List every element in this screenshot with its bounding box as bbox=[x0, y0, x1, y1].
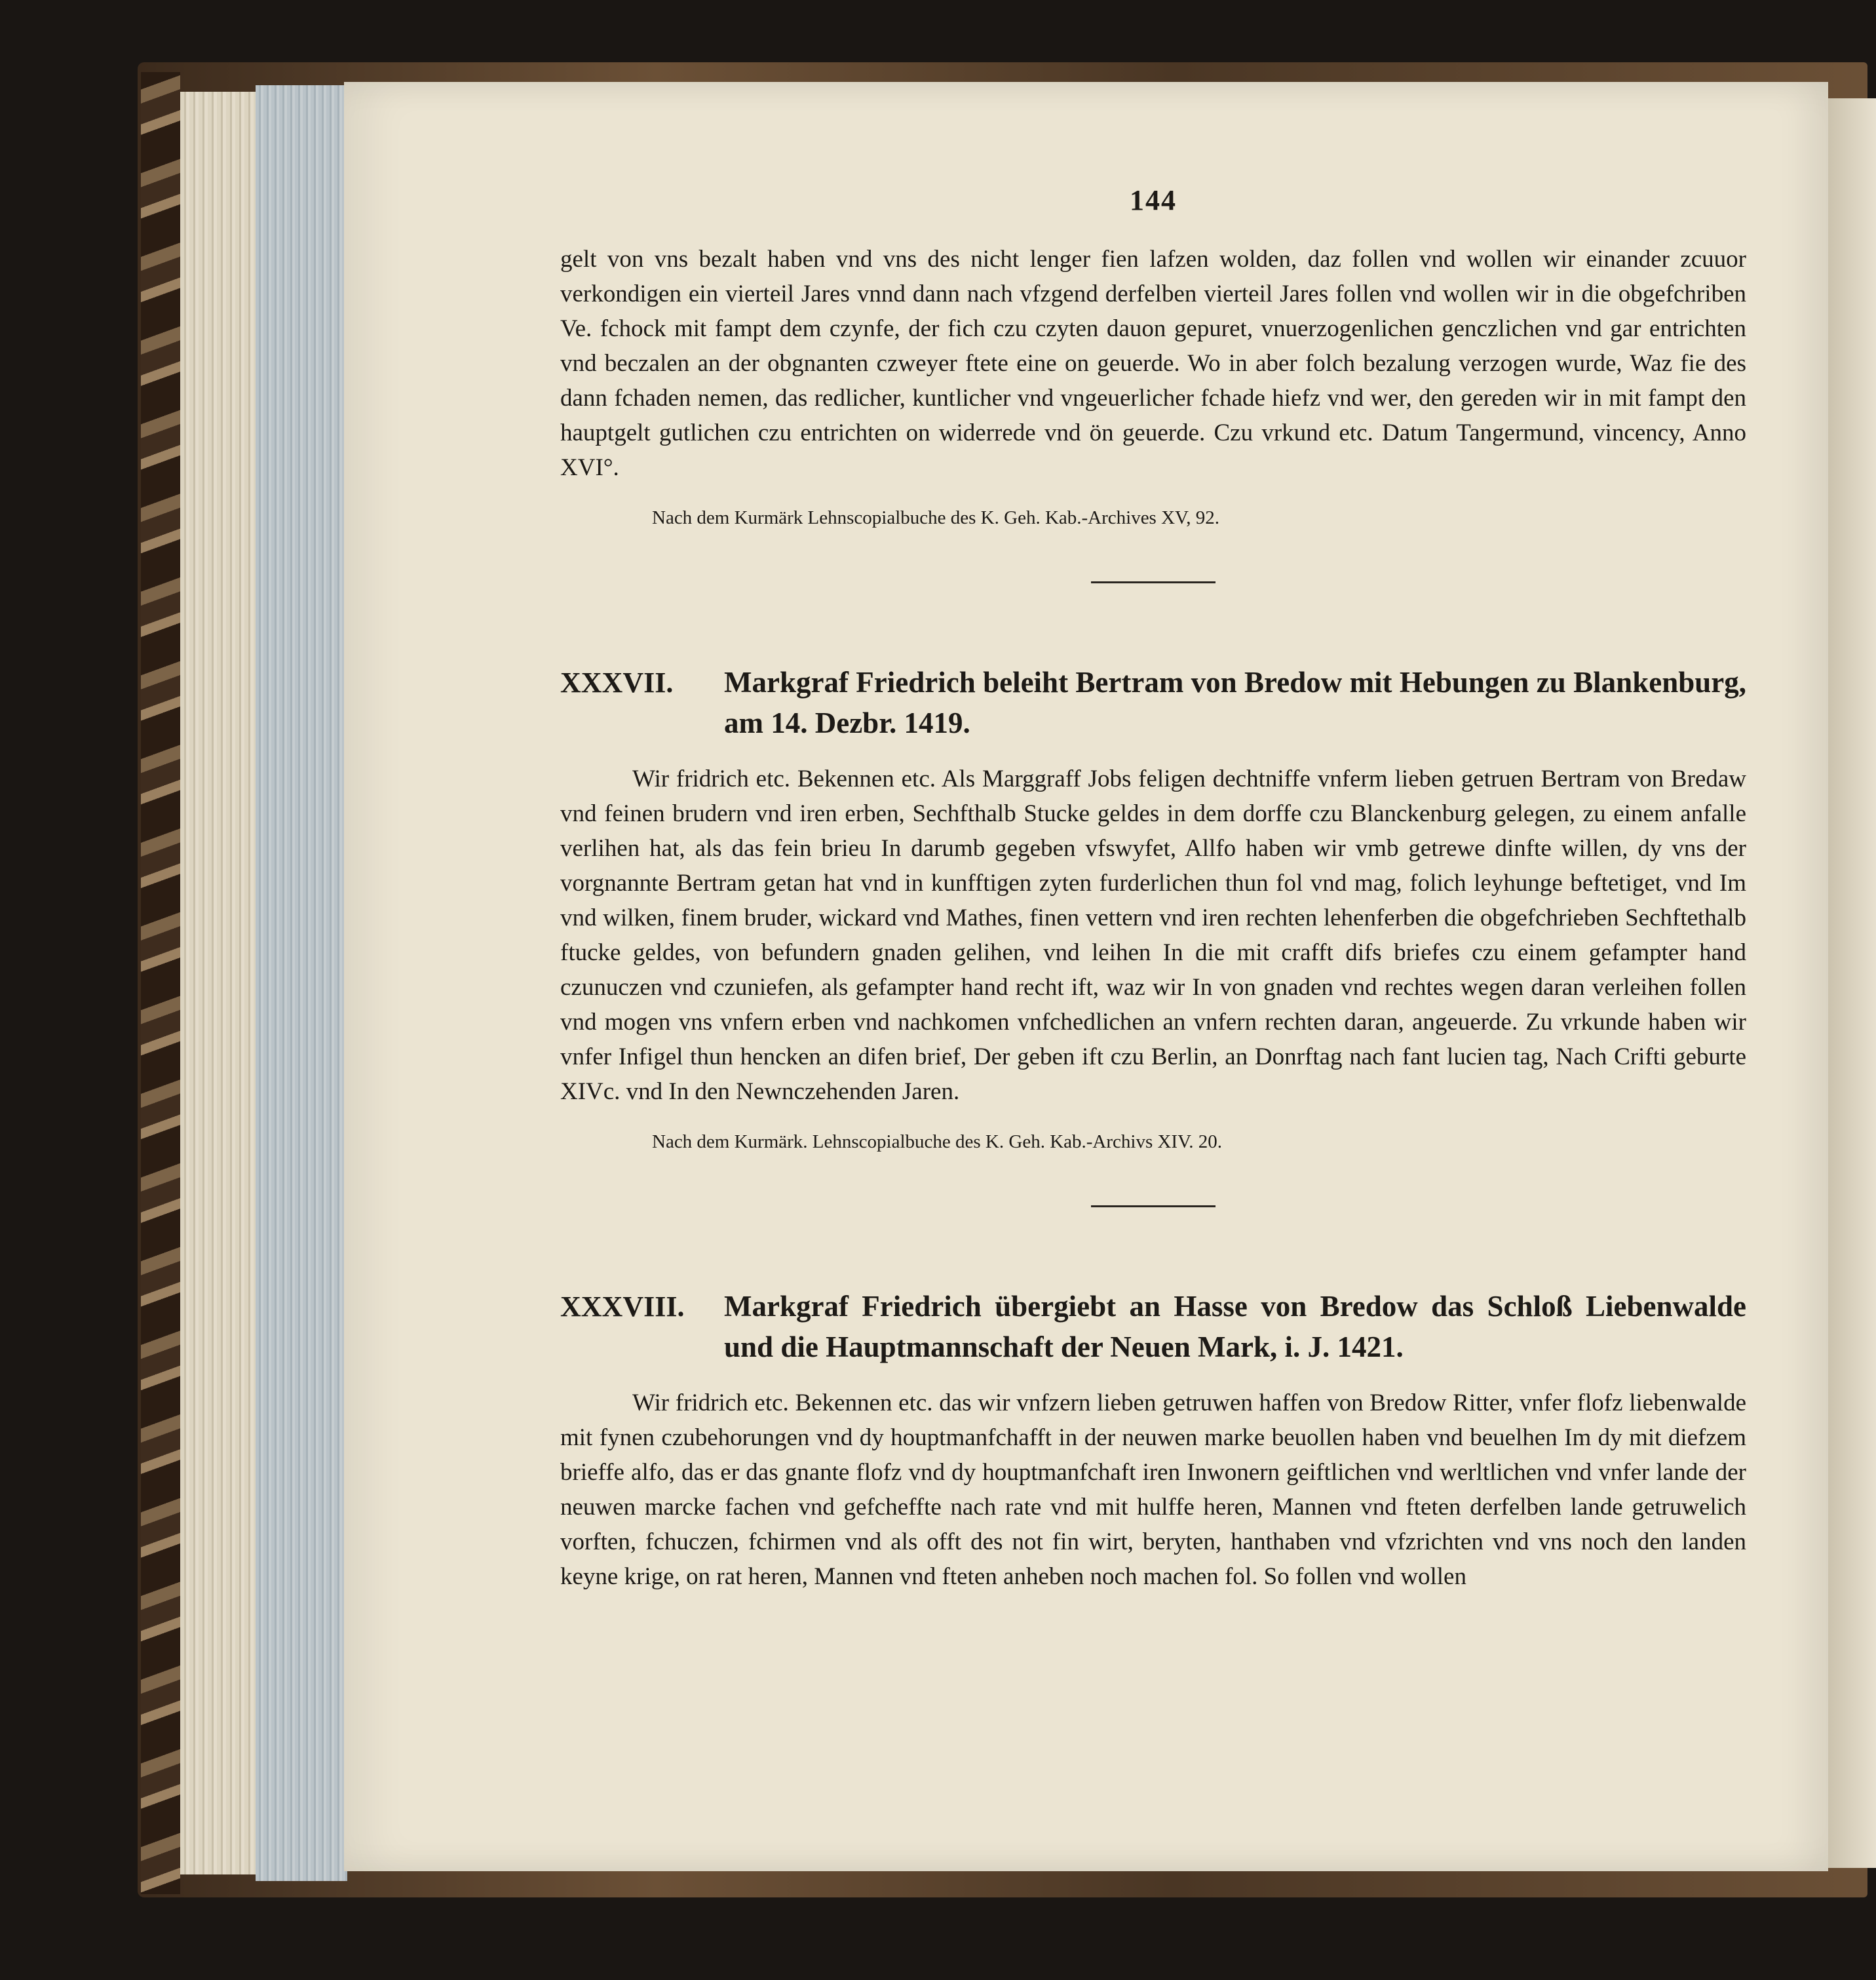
document-text-37: Wir fridrich etc. Bekennen etc. Als Marggraff Jobs feligen dechtniffe vnferm lieben getruen Bertram von Bredaw vnd feinen brudern vnd iren erben, Sechfthalb Stucke geldes in dem dorffe czu Blanckenburg gelegen, zu einem anfalle verlihen hat, als das fein brieu In darumb gegeben vfswyfet, Allfo haben wir vmb getrewe dinfte willen, dy vns der vorgnannte Bertram getan hat vnd in kunfftigen zyten furderlichen thun fol vnd mag, folich leyhunge beftetiget, vnd Im vnd wilken, finem bruder, wickard vnd Mathes, finen vettern vnd iren rechten lehenferben die obgefchrieben Sechftethalb ftucke geldes, von befundern gnaden gelihen, vnd leihen In die mit crafft difs briefes czu einem gefampter hand czunuczen vnd czuniefen, als gefampter hand recht ift, waz wir In von gnaden vnd rechtes wegen daran verleihen follen vnd mogen vns vnfern erben vnd nachkomen vnfchedlichen an vnfern rechten daran, angeuerde. Zu vrkunde haben wir vnfer Infigel thun hencken an difen brief, Der geben ift czu Berlin, an Donrftag nach fant lucien tag, Nach Crifti geburte XIVc. vnd In den Newnczehenden Jaren. bbox=[560, 766, 1746, 1105]
page-content bbox=[560, 184, 1746, 1594]
document-number-37: XXXVII. bbox=[560, 667, 674, 699]
book-page bbox=[344, 82, 1828, 1871]
facing-page-edge bbox=[1828, 98, 1876, 1868]
document-number-38: XXXVIII. bbox=[560, 1291, 685, 1323]
continuation-source: Nach dem Kurmärk Lehnscopialbuche des K. Geh. Kab.-Archives XV, 92. bbox=[652, 507, 1219, 528]
section-divider bbox=[1091, 581, 1216, 583]
continuation-text: gelt von vns bezalt haben vnd vns des nicht lenger fien lafzen wolden, daz follen vnd wollen wir einander zcuuor verkondigen ein vierteil Jares vnnd dann nach vfzgend derfelben vierteil Jares follen vnd wollen wir in die obgefchriben Ve. fchock mit fampt dem czynfe, der fich czu czyten dauon gepuret, vnuerzogenlichen genczlichen vnd gar entrichten vnd beczalen an der obgnanten czweyer ftete eine on geuerde. Wo in aber folch bezalung verzogen wurde, Waz fie des dann fchaden nemen, das redlicher, kuntlicher vnd vngeuerlicher fchade hiefz vnd wer, den gereden wir in mit fampt den hauptgelt gutlichen czu entrichten on widerrede vnd ön geuerde. Czu vrkund etc. Datum Tangermund, vincency, Anno XVI°. bbox=[560, 246, 1746, 481]
document-title-38: Markgraf Friedrich übergiebt an Hasse von Bredow das Schloß Liebenwalde und die Hauptmannschaft der Neuen Mark, i. J. 1421. bbox=[724, 1290, 1746, 1363]
section-divider bbox=[1091, 1205, 1216, 1207]
document-heading-37 bbox=[560, 662, 1746, 743]
document-heading-38 bbox=[560, 1286, 1746, 1367]
page-number: 144 bbox=[1130, 184, 1177, 216]
tinted-page-edges bbox=[256, 85, 347, 1881]
document-title-37: Markgraf Friedrich beleiht Bertram von Bredow mit Hebungen zu Blankenburg, am 14. Dezbr. 1419. bbox=[724, 666, 1746, 739]
marbled-board bbox=[141, 72, 180, 1894]
document-text-38: Wir fridrich etc. Bekennen etc. das wir vnfzern lieben getruwen haffen von Bredow Ritter, vnfer flofz liebenwalde mit fynen czubehorungen vnd dy houptmanfchafft in der neuwen marke beuollen haben vnd beuelhen Im dy mit diefzem brieffe alfo, das er das gnante flofz vnd dy houptmanfchaft iren Inwonern geiftlichen vnd werltlichen vnd vnfer lande der neuwen marcke fachen vnd gefcheffte nach rate vnd mit hulffe heren, Mannen vnd fteten derfelben lande getruwelich vorften, fchuczen, fchirmen vnd als offt des not fin wirt, beryten, hanthaben vnd vfzrichten vnd vns noch den landen keyne krige, on rat heren, Mannen vnd fteten anheben noch machen fol. So follen vnd wollen bbox=[560, 1389, 1746, 1590]
document-source-37: Nach dem Kurmärk. Lehnscopialbuche des K. Geh. Kab.-Archivs XIV. 20. bbox=[652, 1131, 1223, 1152]
